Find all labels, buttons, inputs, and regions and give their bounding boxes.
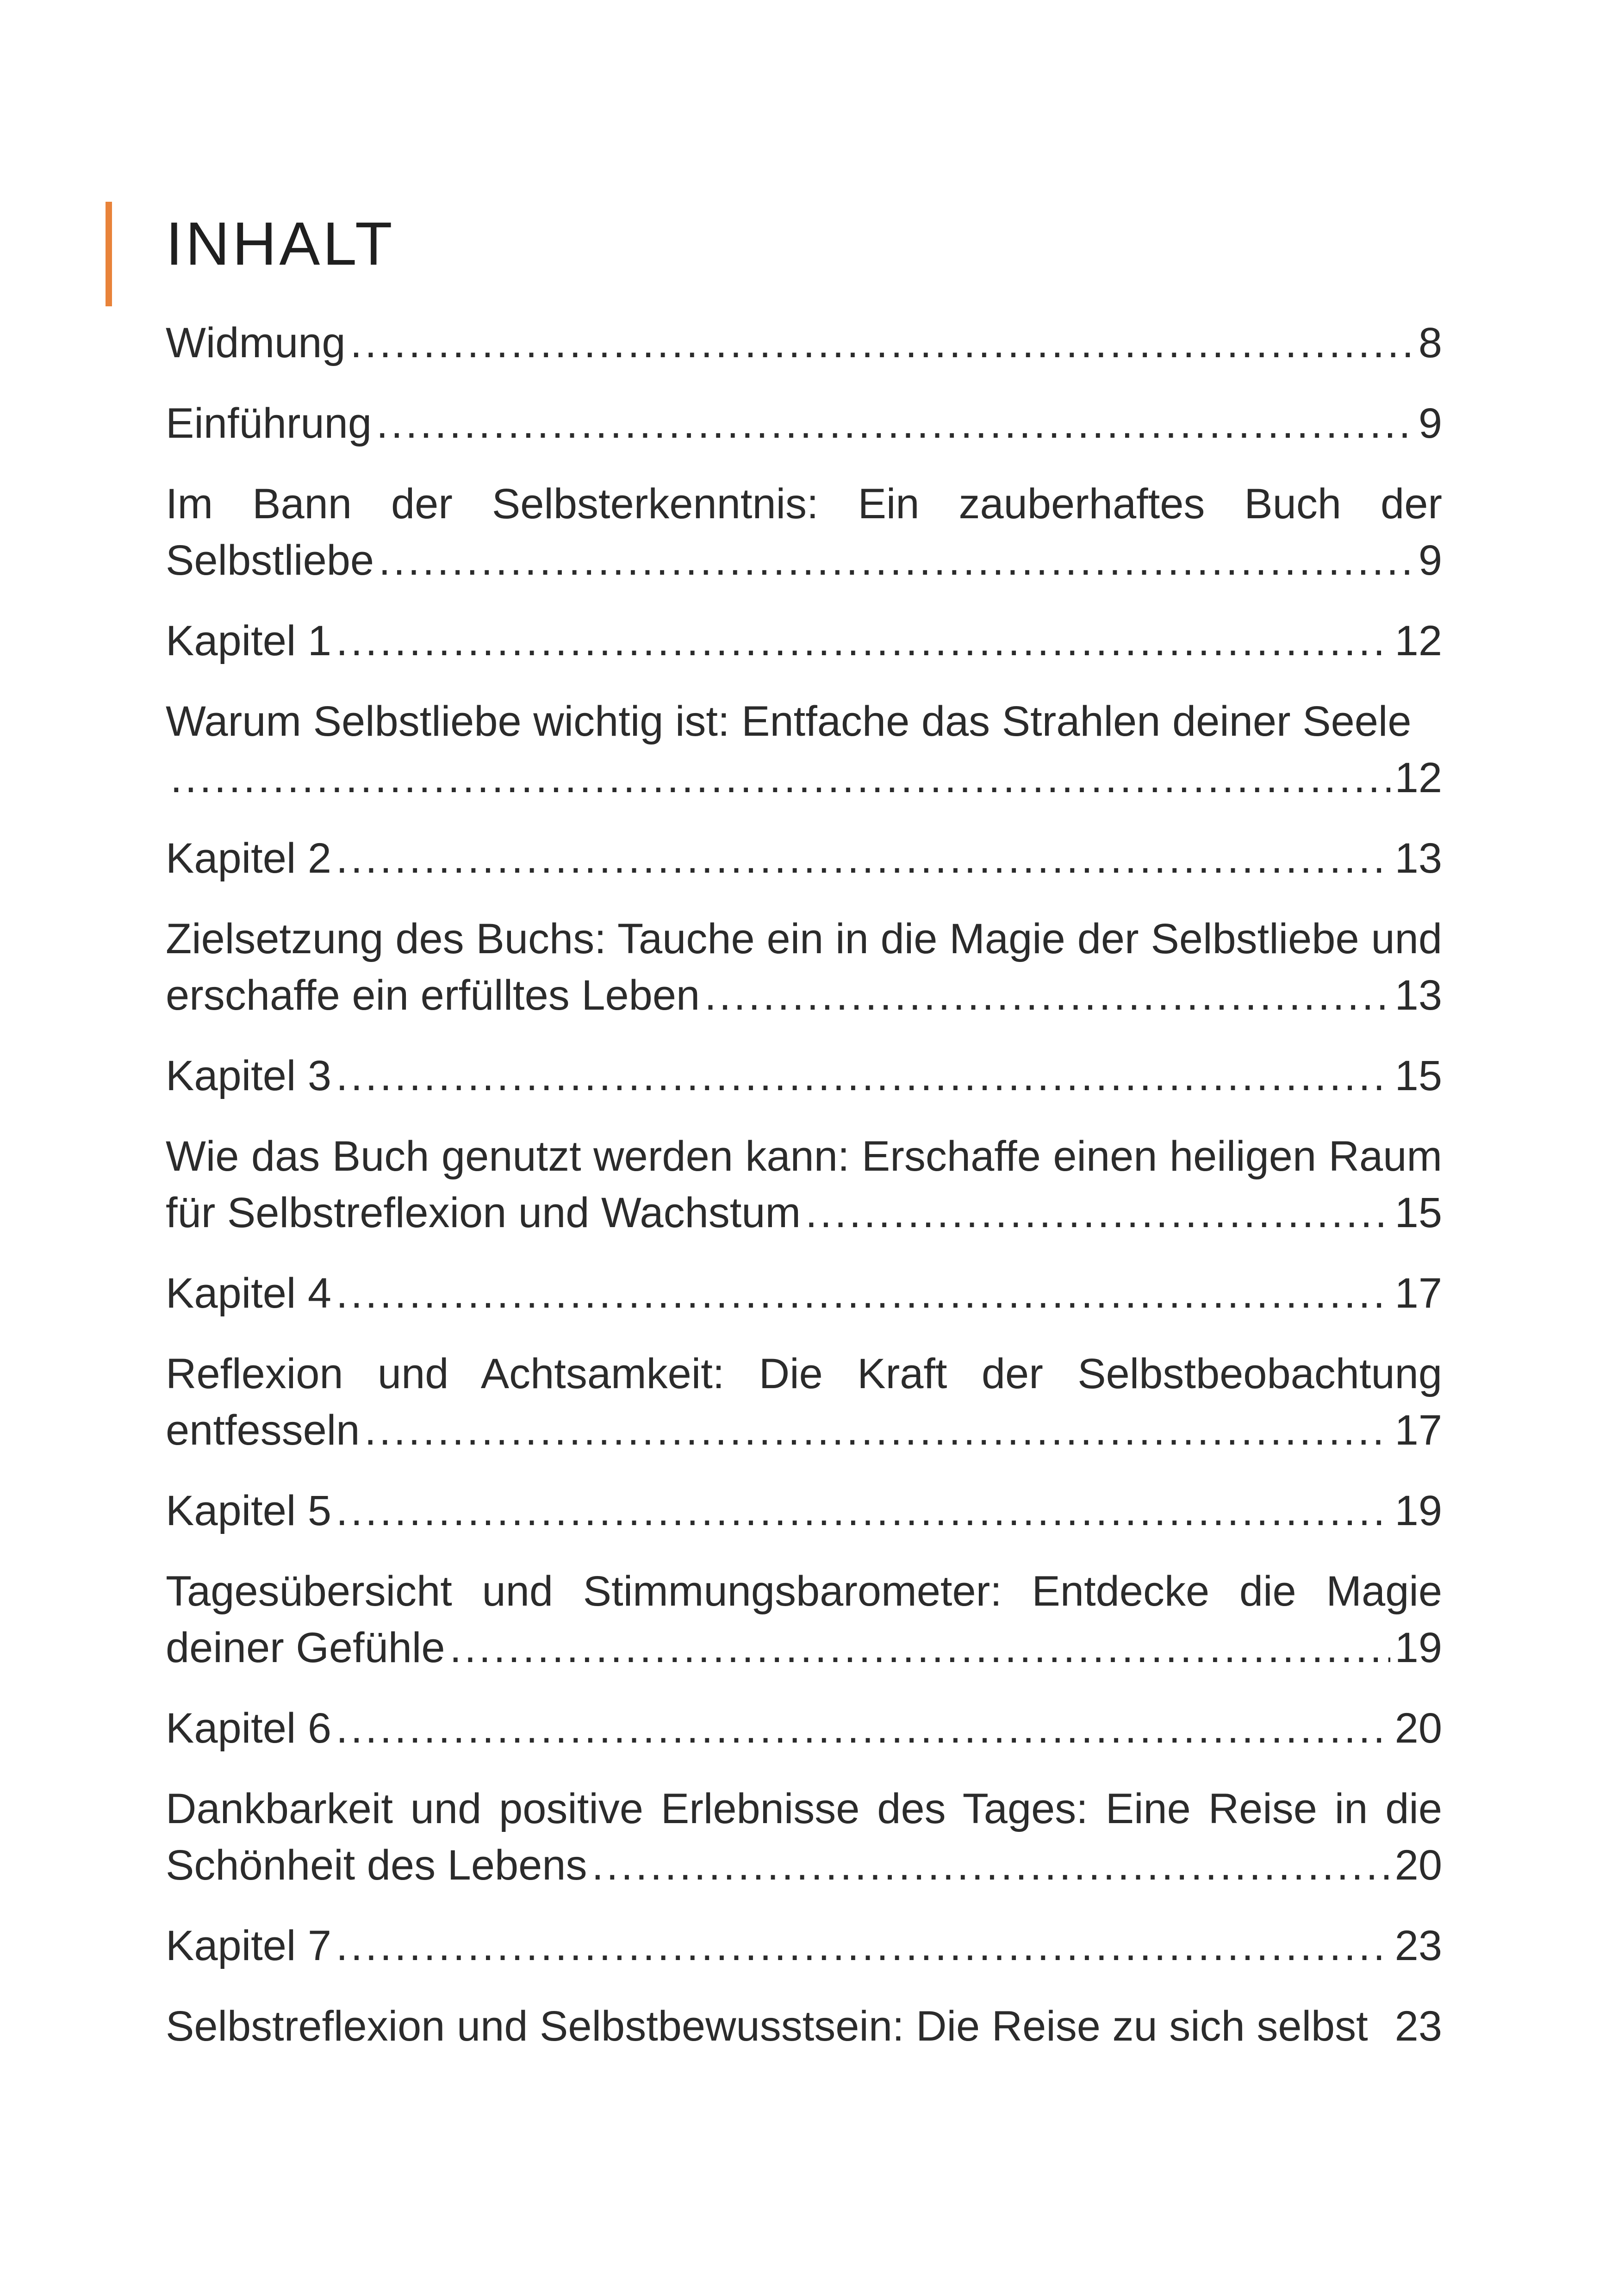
toc-entry-title-line: Warum Selbstliebe wichtig ist: Entfache das Strahlen deiner Seele [166,698,1412,745]
toc-page-number: 13 [1394,835,1442,882]
toc-page-number: 12 [1394,754,1442,801]
toc-page-number: 13 [1394,972,1442,1019]
toc-page-number: 19 [1394,1487,1442,1534]
toc-entry-label: Kapitel 4 [166,1270,332,1317]
toc-dot-leader [336,1048,1390,1104]
toc-entry[interactable] [166,1563,1442,1676]
toc-entry-label: deiner Gefühle [166,1624,445,1671]
toc-dot-leader [364,1402,1390,1458]
toc-entry-title-line: Zielsetzung des Buchs: Tauche ein in die Magie der Selbstliebe und [166,915,1442,962]
toc-dot-leader [336,1265,1390,1322]
toc-page-number: 20 [1394,1705,1442,1752]
toc-page-number: 15 [1394,1189,1442,1236]
toc-dot-leader [336,1483,1390,1539]
toc-entry[interactable] [166,693,1442,806]
toc-entry-label: Kapitel 7 [166,1922,332,1969]
toc-entry[interactable] [166,1917,1442,1974]
toc-entry[interactable] [166,613,1442,669]
toc-entry[interactable] [166,911,1442,1024]
toc-entry[interactable] [166,1483,1442,1539]
toc-entry[interactable] [166,1048,1442,1104]
toc-entry[interactable] [166,1265,1442,1322]
toc-page-number: 8 [1418,319,1442,366]
toc-dot-leader [336,1700,1390,1756]
toc-page-number: 9 [1418,537,1442,584]
toc-page-number: 17 [1394,1270,1442,1317]
toc-entry-label: erschaffe ein erfülltes Leben [166,972,700,1019]
toc-dot-leader [336,1917,1390,1974]
toc-dot-leader [336,613,1390,669]
toc-entry-label: Selbstreflexion und Selbstbewusstsein: Die Reise zu sich selbst [166,2003,1368,2050]
toc-entry-label: Kapitel 2 [166,835,332,882]
toc-dot-leader [376,395,1414,452]
toc-entry-label: Kapitel 3 [166,1052,332,1099]
toc-page-number: 9 [1418,400,1442,447]
toc-dot-leader [450,1620,1390,1676]
toc-entry-title-line: Wie das Buch genutzt werden kann: Erschaffe einen heiligen Raum [166,1133,1442,1180]
toc-entry[interactable] [166,1998,1442,2054]
toc-entry-title-line: Im Bann der Selbsterkenntnis: Ein zauberhaftes Buch der [166,480,1442,527]
toc-entry-label: Kapitel 5 [166,1487,332,1534]
toc-entry-title-line: Dankbarkeit und positive Erlebnisse des Tages: Eine Reise in die [166,1785,1442,1832]
toc-page-number: 17 [1394,1407,1442,1454]
toc-page-number: 19 [1394,1624,1442,1671]
toc-page-number: 23 [1394,2003,1442,2050]
toc-entry[interactable] [166,1700,1442,1756]
toc-entry-label: Einführung [166,400,372,447]
toc-entry[interactable] [166,1128,1442,1241]
toc-dot-leader [350,315,1414,371]
toc-entry-title-line: Reflexion und Achtsamkeit: Die Kraft der Selbstbeobachtung [166,1350,1442,1397]
toc-dot-leader [805,1185,1390,1241]
toc-page-number: 20 [1394,1842,1442,1889]
toc-page-number: 23 [1394,1922,1442,1969]
toc-entry-label: Selbstliebe [166,537,374,584]
toc-dot-leader [336,830,1390,887]
toc-page-number: 12 [1394,617,1442,664]
table-of-contents [166,315,1442,2054]
toc-entry-label: Kapitel 1 [166,617,332,664]
toc-entry[interactable] [166,315,1442,371]
toc-entry-label: Schönheit des Lebens [166,1842,587,1889]
toc-dot-leader [704,967,1390,1024]
heading-accent-bar [106,202,112,306]
toc-entry[interactable] [166,830,1442,887]
toc-dot-leader [170,750,1390,806]
toc-page-number: 15 [1394,1052,1442,1099]
toc-entry-label: Widmung [166,319,346,366]
toc-entry[interactable] [166,476,1442,589]
page-title: INHALT [166,210,395,278]
toc-dot-leader [379,532,1414,589]
toc-entry[interactable] [166,1346,1442,1458]
toc-entry-label: Kapitel 6 [166,1705,332,1752]
toc-dot-leader [591,1837,1390,1893]
toc-entry[interactable] [166,395,1442,452]
toc-entry-label: für Selbstreflexion und Wachstum [166,1189,801,1236]
toc-entry-label: entfesseln [166,1407,360,1454]
toc-entry-title-line: Tagesübersicht und Stimmungsbarometer: Entdecke die Magie [166,1568,1442,1615]
toc-entry[interactable] [166,1781,1442,1893]
